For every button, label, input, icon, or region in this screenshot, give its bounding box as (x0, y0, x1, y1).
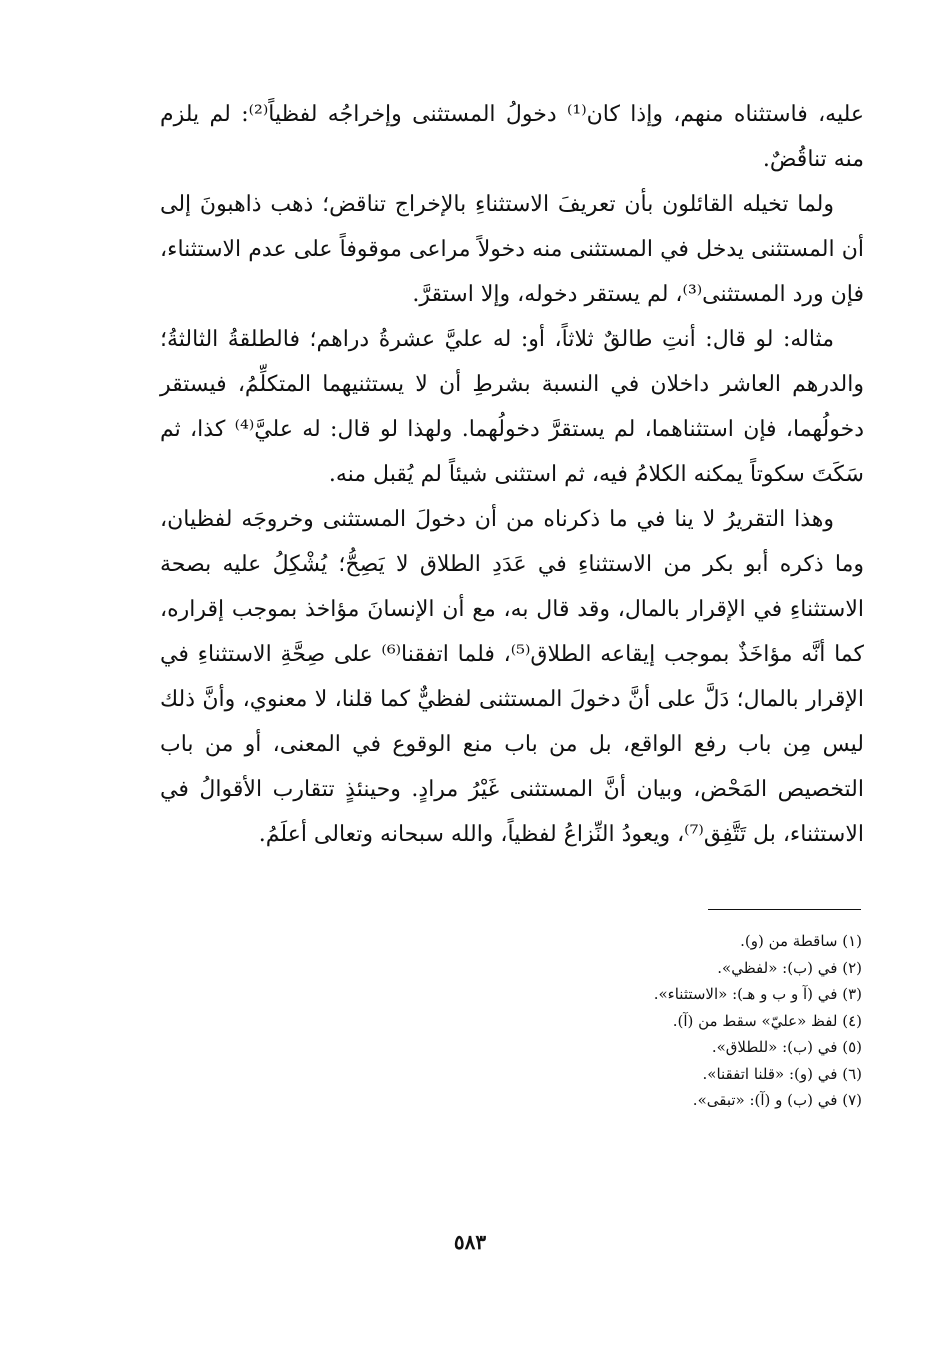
footnote-1: (١) ساقطة من (و). (740, 932, 862, 950)
footnote-2: (٢) في (ب): «لفظي». (717, 958, 862, 977)
footnote-separator (708, 909, 861, 910)
main-text (160, 92, 864, 857)
paragraph-3: مثاله: لو قال: أنتِ طالقٌ ثلاثاً، أو: له عليَّ عشرةُ دراهم؛ فالطلقةُ الثالثةُ؛ والدرهم العاشر داخلان في النسبة بشرطِ أن لا يستثنيهما المتكلِّمُ، فيستقر دخولُهما، فإن استثناهما، لم يستقرَّ دخولُهما. ولهذا لو قال: له عليَّ⁽⁴⁾ كذا، ثم سَكَتَ سكوتاً يمكنه الكلامُ فيه، ثم استثنى شيئاً لم يُقبل منه. (160, 327, 864, 487)
page-number: ٥٨٣ (453, 1230, 487, 1254)
footnote-3: (٣) في (آ و ب و هـ): «الاستثناء». (653, 985, 862, 1003)
footnote-6: (٦) في (و): «قلنا اتفقنا». (702, 1064, 862, 1083)
paragraph-1: عليه، فاستثناه منهم، وإذا كان⁽¹⁾ دخولُ المستثنى وإخراجُه لفظياً⁽²⁾: لم يلزم منه تناقُضٌ. (160, 102, 865, 172)
footnote-5: (٥) في (ب): «للطلاق». (711, 1038, 862, 1056)
paragraph-4: وهذا التقريرُ لا ينا في ما ذكرناه من أن دخولَ المستثنى وخروجَه لفظيان، وما ذكره أبو بكر من الاستثناءِ في عَدَدِ الطلاق لا يَصِحُّ؛ يُشْكِلُ عليه بصحة الاستثناءِ في الإقرار بالمال، وقد قال به، مع أن الإنسانَ مؤاخذ بموجب إقراره، كما أنَّه مؤاخَذٌ بموجب إيقاعه الطلاق⁽⁵⁾، فلما اتفقنا⁽⁶⁾ على صِحَّةِ الاستثناءِ في الإقرار بالمال؛ دَلَّ على أنَّ دخولَ المستثنى لفظيٌّ كما قلنا، لا معنوي، وأنَّ ذلك ليس مِن باب رفع الواقع، بل من باب منع الوقوع في المعنى، أو من باب التخصيص المَحْض، وبيان أنَّ المستثنى غَيْرُ مرادٍ. وحينئذٍ تتقارب الأقوالُ في الاستثناء، بل تَتَّفِق⁽⁷⁾، ويعودُ النِّزاعُ لفظياً، والله سبحانه وتعالى أعلَمُ. (160, 507, 865, 847)
footnotes (400, 928, 862, 1114)
footnote-4: (٤) لفظ «عليّ» سقط من (آ). (672, 1011, 862, 1030)
footnote-7: (٧) في (ب) و (آ): «تبقى». (692, 1091, 862, 1109)
paragraph-2: ولما تخيله القائلون بأن تعريفَ الاستثناءِ بالإخراج تناقض؛ ذهب ذاهبونَ إلى أن المستثنى يدخل في المستثنى منه دخولاً مراعى موقوفاً على عدم الاستثناء، فإن ورد المستثنى⁽³⁾، لم يستقر دخوله، وإلا استقرَّ. (160, 192, 864, 307)
